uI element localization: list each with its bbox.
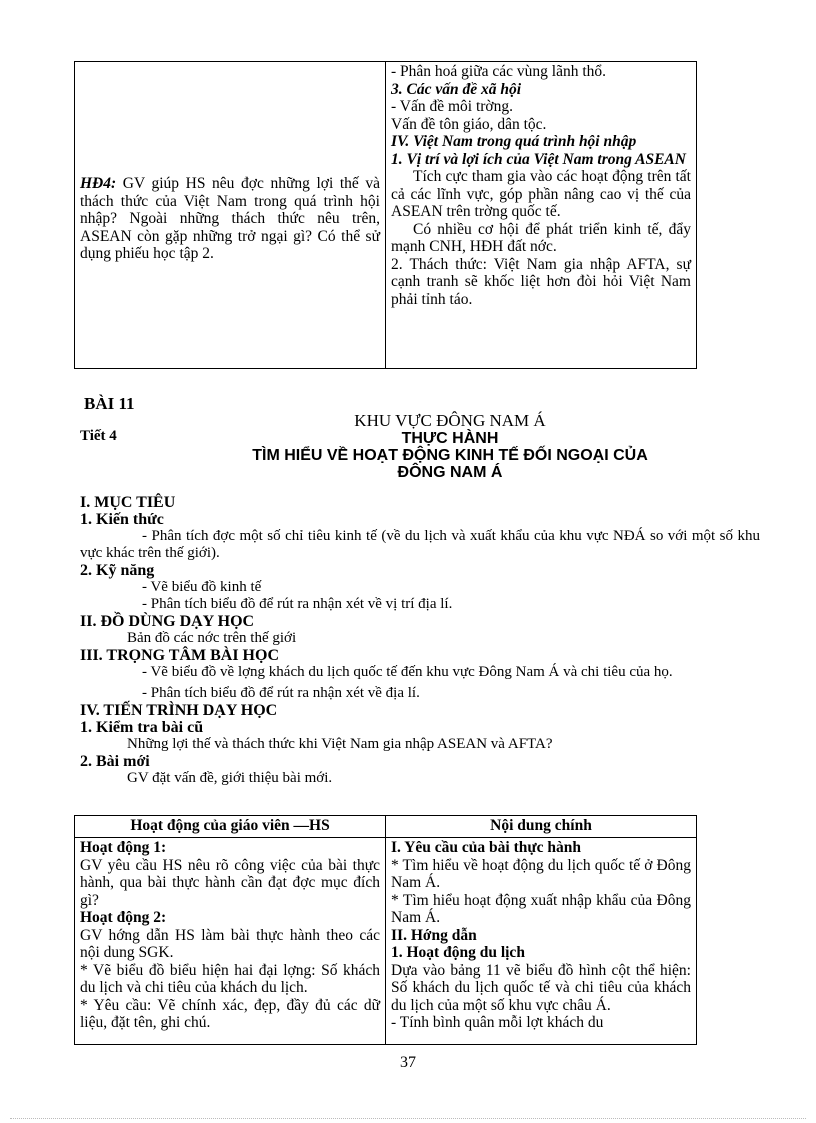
topic-title-line2: ĐÔNG NAM Á xyxy=(397,464,503,481)
focus-item: - Phân tích biểu đồ để rút ra nhận xét về địa lí. xyxy=(142,685,420,701)
content-paragraph: 2. Thách thức: Việt Nam gia nhập AFTA, sự cạnh tranh sẽ khốc liệt hơn đòi hỏi Việt Nam phải tỉnh táo. xyxy=(391,255,691,308)
content-heading: 1. Vị trí và lợi ích của Việt Nam trong ASEAN xyxy=(391,150,686,168)
content-line: - Phân hoá giữa các vùng lãnh thổ. xyxy=(391,63,607,80)
activity-text: GV yêu cầu HS nêu rõ công việc của bài thực hành, qua bài thực hành cần đạt đợc mục đích gì? xyxy=(80,856,380,909)
skill-item: - Phân tích biểu đồ để rút ra nhận xét về vị trí địa lí. xyxy=(142,596,453,612)
column-header: Nội dung chính xyxy=(386,816,697,838)
content-item: * Tìm hiểu hoạt động xuất nhập khẩu của Đông Nam Á. xyxy=(391,891,691,926)
section-heading: I. MỤC TIÊU xyxy=(80,494,176,511)
section-heading: IV. TIẾN TRÌNH DẠY HỌC xyxy=(80,702,278,719)
column-header: Hoạt động của giáo viên —HS xyxy=(75,816,386,838)
content-line: Vấn đề tôn giáo, dân tộc. xyxy=(391,115,547,133)
main-content-cell xyxy=(386,838,697,1045)
activity-label: HĐ4: xyxy=(80,175,117,193)
content-paragraph: Dựa vào bảng 11 vẽ biểu đồ hình cột thể hiện: Số khách du lịch quốc tế và chi tiêu của khách du lịch của một số khu vực châu Á. xyxy=(391,961,691,1014)
table-row xyxy=(75,838,697,1045)
activity-item: * Yêu cầu: Vẽ chính xác, đẹp, đầy đủ các dữ liệu, đặt tên, ghi chú. xyxy=(80,996,380,1031)
subsection-heading: 1. Kiểm tra bài cũ xyxy=(80,719,204,736)
table-header-row xyxy=(75,816,697,838)
lesson-table-continued xyxy=(74,61,697,369)
activity-text: GV giúp HS nêu đợc những lợi thế và thách thức của Việt Nam trong quá trình hội nhập? Ngoài những thách thức nêu trên, ASEAN còn gặp những trở ngại gì? Có thể sử dụng phiếu học tập 2. xyxy=(80,175,381,263)
content-heading: 1. Hoạt động du lịch xyxy=(391,944,525,961)
content-paragraph: Tích cực tham gia vào các hoạt động trên tất cả các lĩnh vực, góp phần nâng cao vị thế của ASEAN trên trờng quốc tế. xyxy=(391,168,691,220)
table-row xyxy=(75,62,697,369)
activity-hd4 xyxy=(80,175,380,263)
skill-item: - Vẽ biểu đồ kinh tế xyxy=(142,579,262,595)
activity-cell xyxy=(75,62,386,369)
section-objectives xyxy=(80,494,760,787)
page-divider xyxy=(10,1118,806,1119)
subsection-heading: 2. Bài mới xyxy=(80,753,150,770)
section-heading: II. ĐỒ DÙNG DẠY HỌC xyxy=(80,613,255,630)
subsection-heading: 1. Kiến thức xyxy=(80,511,164,528)
practice-title: THỰC HÀNH xyxy=(401,430,499,447)
content-heading: II. Hớng dẫn xyxy=(391,926,477,944)
focus-item: - Vẽ biểu đồ về lợng khách du lịch quốc tế đến khu vực Đông Nam Á và chi tiêu của họ. xyxy=(142,664,673,680)
activity-heading: Hoạt động 1: xyxy=(80,839,167,856)
content-item: - Tính bình quân mỗi lợt khách du xyxy=(391,1014,604,1031)
subsection-heading: 2. Kỹ năng xyxy=(80,562,155,579)
activity-text: GV hớng dẫn HS làm bài thực hành theo các nội dung SGK. xyxy=(80,926,380,961)
content-item: * Tìm hiểu về hoạt động du lịch quốc tế ở Đông Nam Á. xyxy=(391,856,691,891)
new-lesson-text: GV đặt vấn đề, giới thiệu bài mới. xyxy=(127,770,333,786)
content-line: - Vấn đề môi trờng. xyxy=(391,98,513,115)
content-heading: IV. Việt Nam trong quá trình hội nhập xyxy=(391,133,637,150)
region-title: KHU VỰC ĐÔNG NAM Á xyxy=(354,411,546,430)
content-paragraph: Có nhiều cơ hội để phát triển kinh tế, đẩy mạnh CNH, HĐH đất nớc. xyxy=(391,220,691,255)
content-heading: 3. Các vấn đề xã hội xyxy=(391,80,522,98)
content-heading: I. Yêu cầu của bài thực hành xyxy=(391,839,582,856)
review-question: Những lợi thế và thách thức khi Việt Nam gia nhập ASEAN và AFTA? xyxy=(127,736,553,752)
materials-text: Bản đồ các nớc trên thế giới xyxy=(127,630,297,646)
lesson-title xyxy=(160,411,740,481)
activity-heading: Hoạt động 2: xyxy=(80,909,167,926)
content-cell xyxy=(386,62,697,369)
topic-title-line1: TÌM HIỂU VỀ HOẠT ĐỘNG KINH TẾ ĐỐI NGOẠI CỦA xyxy=(252,447,648,464)
page-number: 37 xyxy=(400,1054,416,1071)
activity-item: * Vẽ biểu đồ biểu hiện hai đại lợng: Số khách du lịch và chi tiêu của khách du lịch. xyxy=(80,961,380,996)
practice-table xyxy=(74,815,697,1045)
knowledge-text: - Phân tích đợc một số chỉ tiêu kinh tế (về du lịch và xuất khẩu của khu vực NĐÁ so với một số khu vực khác trên thế giới). xyxy=(80,528,760,561)
lesson-number: BÀI 11 xyxy=(84,394,135,413)
objective-knowledge-text xyxy=(33,528,760,562)
section-heading: III. TRỌNG TÂM BÀI HỌC xyxy=(80,647,279,664)
period-label: Tiết 4 xyxy=(80,428,117,444)
teacher-activities-cell xyxy=(75,838,386,1045)
